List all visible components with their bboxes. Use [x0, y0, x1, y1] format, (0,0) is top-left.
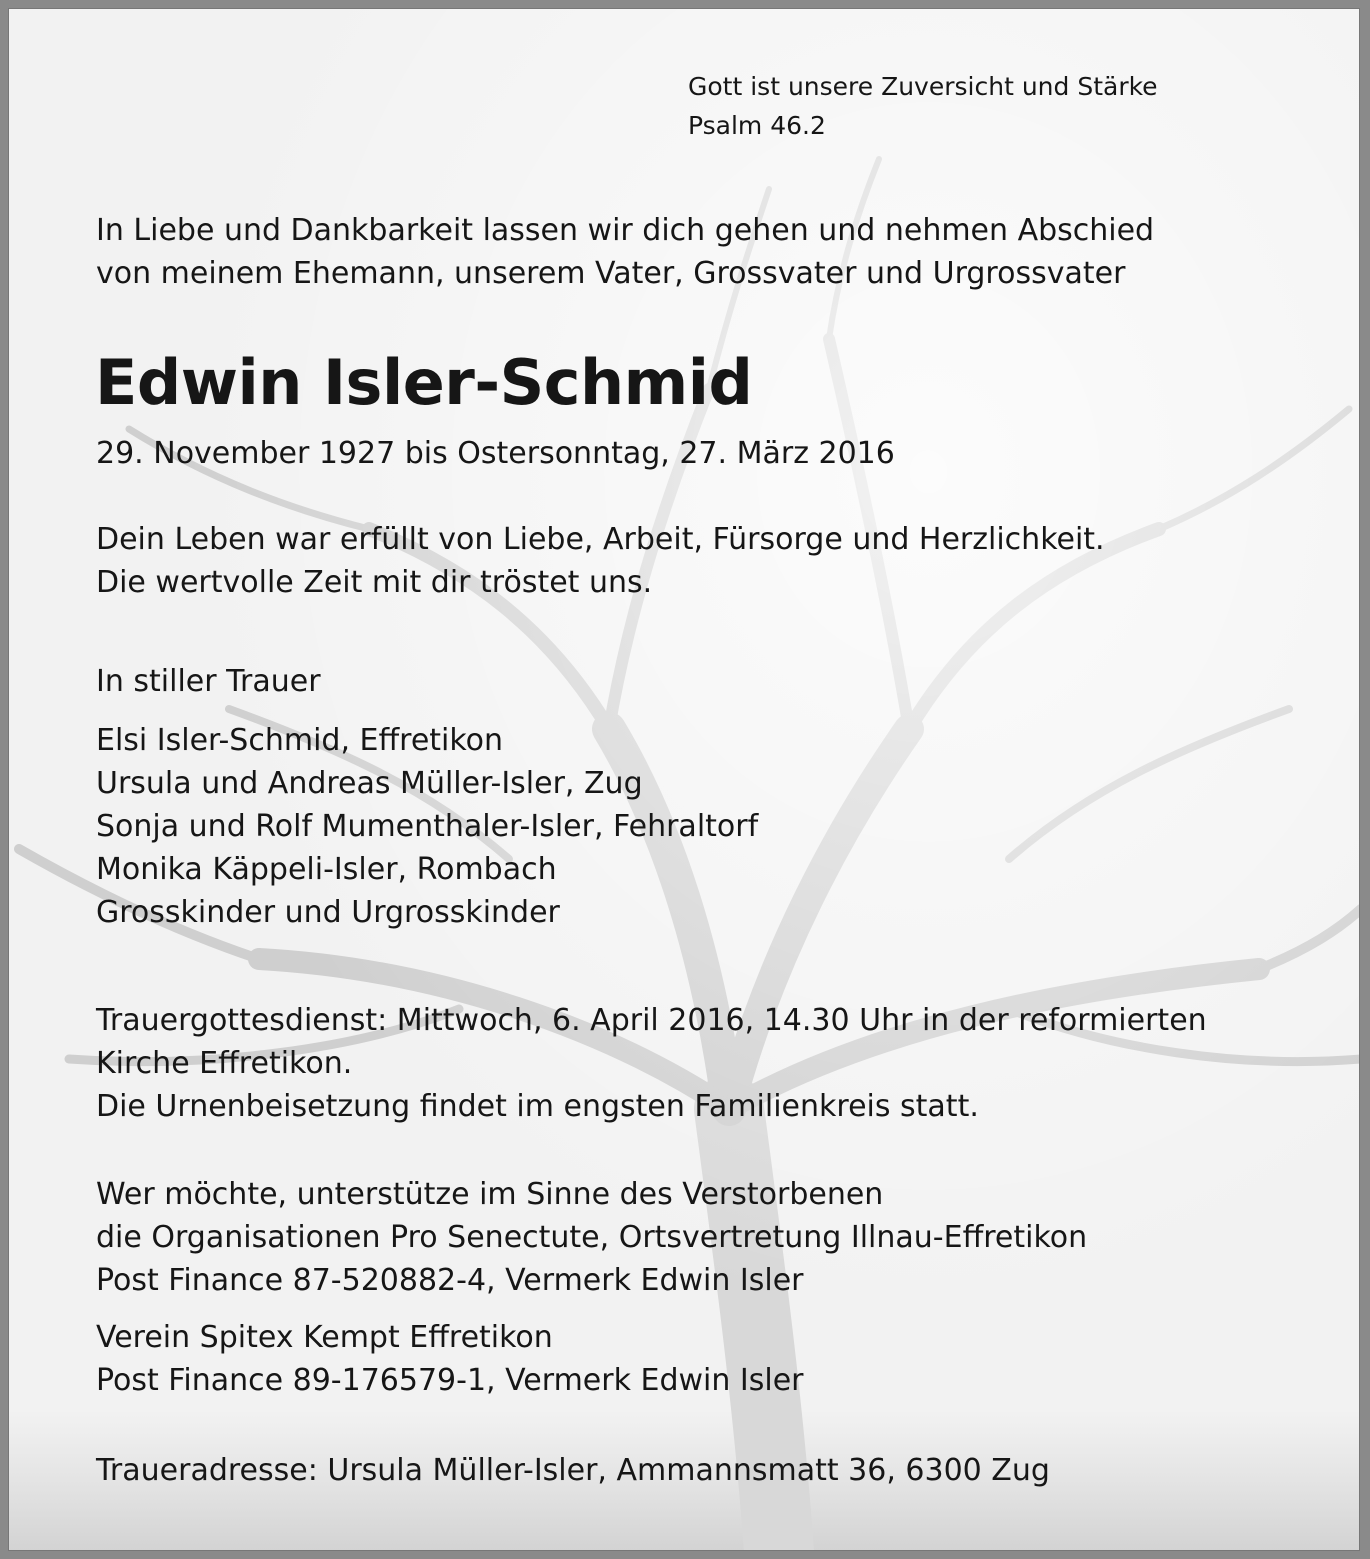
tribute-line: Dein Leben war erfüllt von Liebe, Arbeit, Fürsorge und Herzlichkeit.: [96, 522, 1105, 557]
donation-line: Wer möchte, unterstütze im Sinne des Verstorbenen: [96, 1177, 884, 1212]
tribute-line: Die wertvolle Zeit mit dir tröstet uns.: [96, 565, 653, 600]
obituary-notice: [8, 8, 1360, 1551]
mourner-entry: Elsi Isler-Schmid, Effretikon: [96, 723, 504, 758]
donation-pro-senectute: [96, 1173, 1087, 1302]
donation-line: Post Finance 87-520882-4, Vermerk Edwin Isler: [96, 1263, 804, 1298]
mourner-entry: Monika Käppeli-Isler, Rombach: [96, 852, 557, 887]
mourner-entry: Sonja und Rolf Mumenthaler-Isler, Fehraltorf: [96, 809, 759, 844]
intro-text: [96, 209, 1154, 295]
tribute-text: [96, 518, 1105, 604]
motto-source: Psalm 46.2: [688, 111, 826, 140]
service-line: Die Urnenbeisetzung findet im engsten Familienkreis statt.: [96, 1089, 979, 1124]
life-dates: 29. November 1927 bis Ostersonntag, 27. März 2016: [96, 436, 895, 471]
service-line: Kirche Effretikon.: [96, 1046, 353, 1081]
service-line: Trauergottesdienst: Mittwoch, 6. April 2016, 14.30 Uhr in der reformierten: [96, 1003, 1207, 1038]
donation-line: Verein Spitex Kempt Effretikon: [96, 1320, 553, 1355]
donation-line: Post Finance 89-176579-1, Vermerk Edwin Isler: [96, 1363, 804, 1398]
donation-spitex: [96, 1316, 804, 1402]
mourners-list: [96, 719, 758, 934]
motto-quote: Gott ist unsere Zuversicht und Stärke: [688, 72, 1158, 101]
intro-line: In Liebe und Dankbarkeit lassen wir dich gehen und nehmen Abschied: [96, 213, 1155, 248]
bible-motto: [688, 67, 1158, 145]
mourning-address: Traueradresse: Ursula Müller-Isler, Ammannsmatt 36, 6300 Zug: [96, 1453, 1050, 1488]
donation-line: die Organisationen Pro Senectute, Ortsvertretung Illnau-Effretikon: [96, 1220, 1088, 1255]
mourning-label: In stiller Trauer: [96, 664, 321, 699]
intro-line: von meinem Ehemann, unserem Vater, Grossvater und Urgrossvater: [96, 256, 1126, 291]
deceased-name: Edwin Isler-Schmid: [95, 346, 753, 419]
mourner-entry: Grosskinder und Urgrosskinder: [96, 895, 560, 930]
funeral-service-info: [96, 999, 1207, 1128]
mourner-entry: Ursula und Andreas Müller-Isler, Zug: [96, 766, 643, 801]
